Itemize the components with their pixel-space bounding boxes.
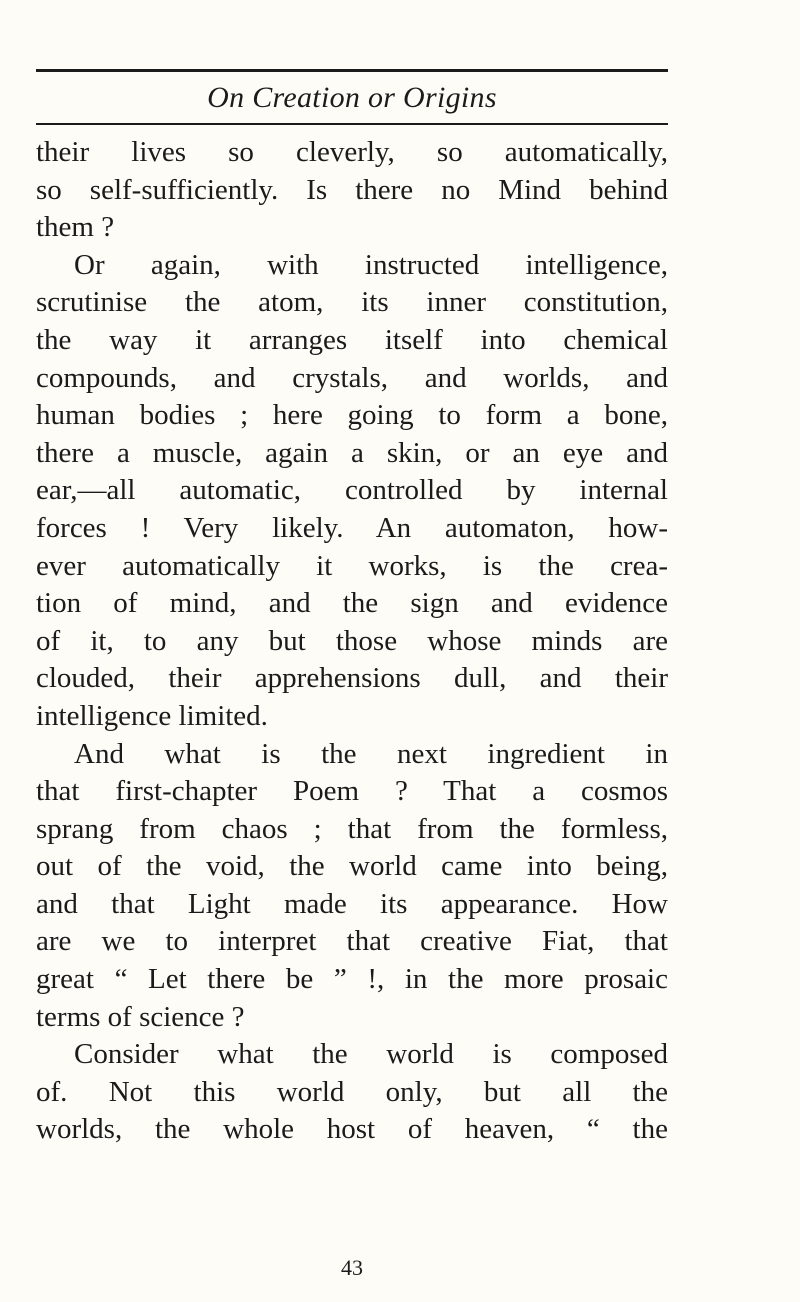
- text-line: so self-sufficiently. Is there no Mind behind: [36, 173, 668, 206]
- book-page: [36, 0, 668, 1302]
- text-line: sprang from chaos ; that from the formless,: [36, 812, 668, 845]
- text-line: forces ! Very likely. An automaton, how-: [36, 511, 668, 544]
- text-line: the way it arranges itself into chemical: [36, 323, 668, 356]
- text-line: ear,—all automatic, controlled by internal: [36, 474, 668, 507]
- text-line: them ?: [36, 211, 115, 244]
- text-line: human bodies ; here going to form a bone,: [36, 399, 668, 432]
- text-line: Consider what the world is composed: [74, 1038, 668, 1071]
- page-number: 43: [341, 1255, 363, 1280]
- text-line: clouded, their apprehensions dull, and their: [36, 662, 668, 695]
- header-rule-bottom: [36, 123, 668, 125]
- text-line: ever automatically it works, is the crea-: [36, 549, 668, 582]
- text-line: compounds, and crystals, and worlds, and: [36, 361, 668, 394]
- text-line: and that Light made its appearance. How: [36, 887, 668, 920]
- text-line: tion of mind, and the sign and evidence: [36, 587, 668, 620]
- text-line: their lives so cleverly, so automatically,: [36, 136, 668, 168]
- text-line: are we to interpret that creative Fiat, that: [36, 925, 668, 958]
- text-line: scrutinise the atom, its inner constitution,: [36, 286, 668, 319]
- text-line: Or again, with instructed intelligence,: [74, 248, 668, 281]
- text-line: that first-chapter Poem ? That a cosmos: [36, 775, 668, 808]
- text-line: of it, to any but those whose minds are: [36, 624, 668, 657]
- text-line: worlds, the whole host of heaven, “ the: [36, 1113, 668, 1146]
- header-rule-top: [36, 69, 668, 72]
- text-line: great “ Let there be ” !, in the more prosaic: [36, 963, 668, 996]
- body-text: [36, 134, 668, 1149]
- text-line: out of the void, the world came into being,: [36, 850, 668, 883]
- text-line: intelligence limited.: [36, 699, 268, 732]
- text-line: of. Not this world only, but all the: [36, 1075, 668, 1108]
- text-line: there a muscle, again a skin, or an eye and: [36, 436, 668, 469]
- text-line: And what is the next ingredient in: [74, 737, 668, 770]
- running-head: On Creation or Origins: [207, 81, 497, 114]
- text-line: terms of science ?: [36, 1000, 245, 1033]
